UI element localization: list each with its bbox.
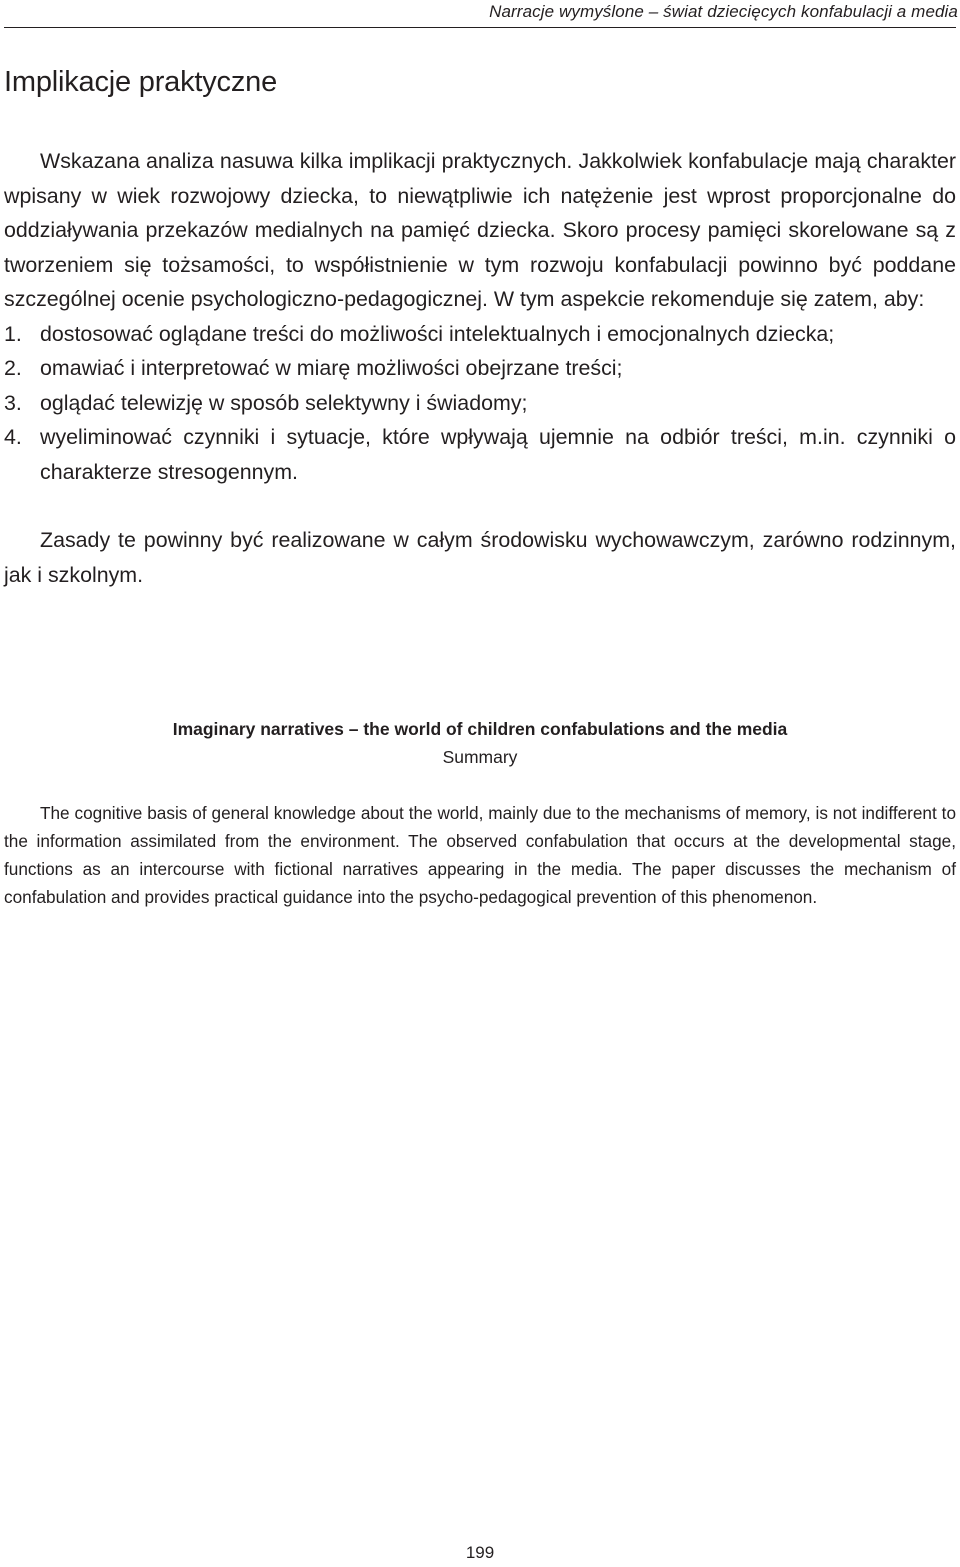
- list-item: [4, 351, 956, 386]
- list-item-number: 1.: [4, 321, 22, 346]
- list-item-text: oglądać telewizję w sposób selektywny i świadomy;: [40, 390, 528, 415]
- summary-text: The cognitive basis of general knowledge about the world, mainly due to the mechanisms of memory, is not indifferent to the information assimilated from the environment. The observed confabulation that occurs at the developmental stage, functions as an intercourse with fictional narratives appearing in the media. The paper discusses the mechanism of confabulation and provides practical guidance into the psycho-pedagogical prevention of this phenomenon.: [4, 803, 956, 907]
- list-item-number: 3.: [4, 390, 22, 415]
- list-item: [4, 317, 956, 352]
- list-item-number: 4.: [4, 425, 22, 449]
- intro-paragraph: Wskazana analiza nasuwa kilka implikacji praktycznych. Jakkolwiek konfabulacje mają charakter wpisany w wiek rozwojowy dziecka, to niewątpliwie ich natężenie jest wprost proporcjonalne do oddziaływania przekazów medialnych na pamięć dziecka. Skoro procesy pamięci skorelowane są z tworzeniem się tożsamości, to współistnienie w tym rozwoju konfabulacji powinno być poddane szczególnej ocenie psychologiczno-pedagogicznej. W tym aspekcie rekomenduje się zatem, aby:: [4, 149, 956, 311]
- list-item-text: dostosować oglądane treści do możliwości intelektualnych i emocjonalnych dziecka;: [40, 321, 835, 346]
- list-item: [4, 386, 956, 421]
- recommendation-list: [4, 317, 956, 490]
- section-heading: Implikacje praktyczne: [4, 66, 278, 98]
- list-item-text: omawiać i interpretować w miarę możliwości obejrzane treści;: [40, 356, 623, 380]
- page-number: 199: [465, 1543, 495, 1562]
- summary-title: Imaginary narratives – the world of children confabulations and the media: [172, 719, 788, 739]
- list-item-text: wyeliminować czynniki i sytuacje, które wpływają ujemnie na odbiór treści, m.in. czynniki o charakterze stresogennym.: [40, 425, 956, 484]
- list-item: [4, 420, 956, 489]
- running-header: Narracje wymyślone – świat dziecięcych konfabulacji a media: [489, 2, 958, 21]
- header-rule: [4, 27, 956, 28]
- list-item-number: 2.: [4, 356, 22, 380]
- main-text: [4, 144, 956, 592]
- summary-label: Summary: [442, 747, 518, 767]
- closing-paragraph: Zasady te powinny być realizowane w całym środowisku wychowawczym, zarówno rodzinnym, jak i szkolnym.: [4, 528, 956, 587]
